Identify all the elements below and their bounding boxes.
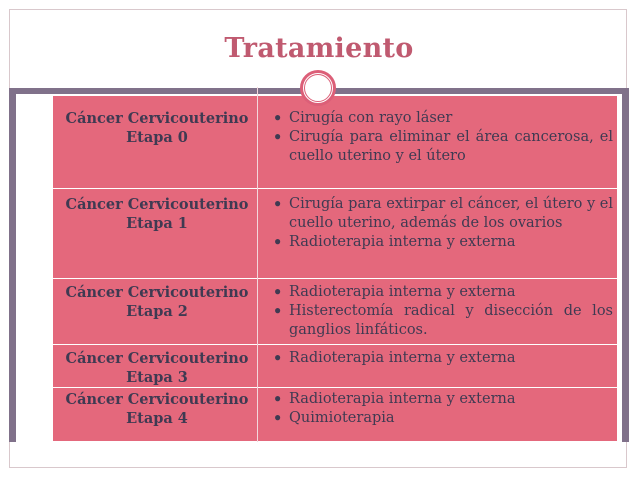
stage-label: Cáncer Cervicouterino: [65, 350, 249, 367]
right-band: [622, 94, 629, 442]
treatment-list: [273, 390, 613, 428]
treatment-list: [273, 349, 613, 368]
treatment-list: [273, 195, 613, 252]
table-row-etapa-4: [53, 387, 617, 441]
ring-ornament-inner: [304, 74, 332, 102]
treatment-item: • Radioterapia interna y externa: [273, 283, 613, 302]
treatment-item: • Cirugía con rayo láser: [273, 109, 613, 128]
treatment-item: • Radioterapia interna y externa: [273, 233, 613, 252]
treatment-item: • Cirugía para extirpar el cáncer, el útero y el cuello uterino, además de los ovarios: [273, 195, 613, 233]
table-row-etapa-1: [53, 188, 617, 278]
treatment-item: • Cirugía para eliminar el área cancerosa, el cuello uterino y el útero: [273, 128, 613, 166]
stage-cell: [53, 283, 261, 321]
stage-number: Etapa 3: [126, 369, 188, 386]
table-row-etapa-0: [53, 96, 617, 188]
stage-cell: [53, 349, 261, 387]
stage-number: Etapa 1: [126, 215, 188, 232]
stage-label: Cáncer Cervicouterino: [65, 391, 249, 408]
stage-number: Etapa 0: [126, 129, 188, 146]
stage-number: Etapa 2: [126, 303, 188, 320]
stage-label: Cáncer Cervicouterino: [65, 196, 249, 213]
table-row-etapa-3: [53, 344, 617, 387]
treatment-list: [273, 283, 613, 340]
stage-cell: [53, 109, 261, 147]
stage-label: Cáncer Cervicouterino: [65, 284, 249, 301]
treatment-item: • Quimioterapia: [273, 409, 613, 428]
treatment-table: [53, 96, 617, 441]
treatment-item: • Radioterapia interna y externa: [273, 390, 613, 409]
treatment-item: • Radioterapia interna y externa: [273, 349, 613, 368]
table-row-etapa-2: [53, 278, 617, 344]
left-band: [9, 94, 16, 442]
stage-label: Cáncer Cervicouterino: [65, 110, 249, 127]
stage-number: Etapa 4: [126, 410, 188, 427]
column-divider: [257, 87, 258, 442]
treatment-item: • Histerectomía radical y disección de los ganglios linfáticos.: [273, 302, 613, 340]
stage-cell: [53, 390, 261, 428]
stage-cell: [53, 195, 261, 233]
treatment-list: [273, 109, 613, 166]
slide-title: Tratamiento: [224, 33, 414, 64]
